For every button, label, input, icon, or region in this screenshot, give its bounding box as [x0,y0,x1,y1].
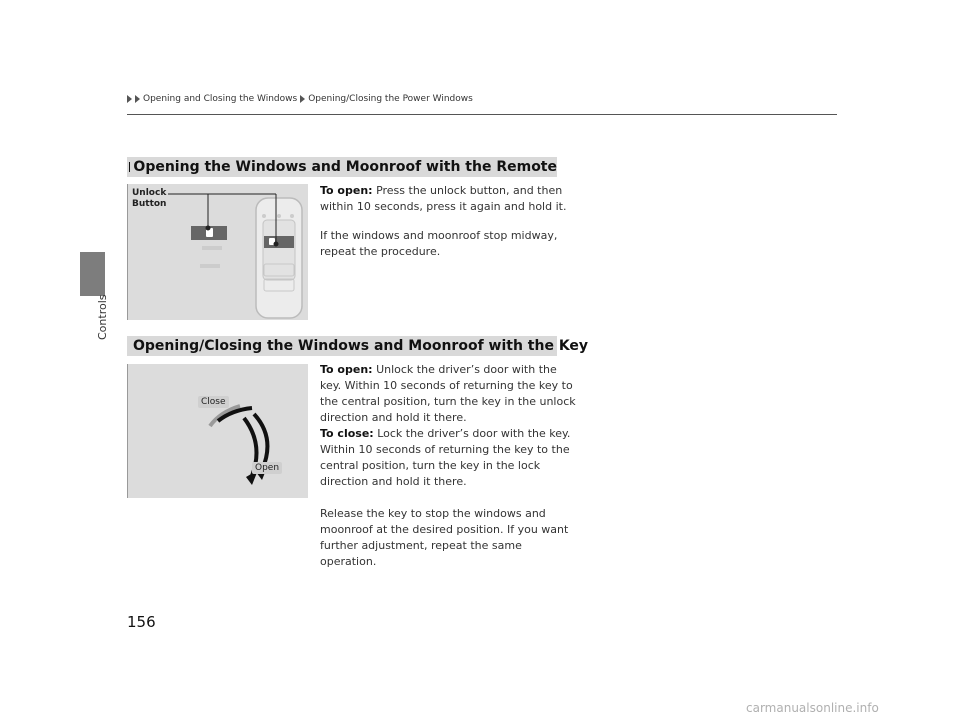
page-number: 156 [127,613,156,631]
key-rotation-illustration [128,364,308,498]
section-heading-key [127,336,589,356]
section-title: Opening/Closing the Windows and Moonroof with the Key [133,338,589,354]
breadcrumb-arrow-icon [127,95,132,103]
key-figure [127,364,308,498]
breadcrumb-arrow-icon [135,95,140,103]
remote-figure [127,184,308,320]
header-rule [127,114,837,115]
breadcrumb-item: Opening/Closing the Power Windows [308,94,473,104]
breadcrumb-item: Opening and Closing the Windows [143,94,298,104]
chapter-tab [80,252,105,296]
section-title: Opening the Windows and Moonroof with the Remote [133,159,557,175]
open-label: Open [252,462,282,474]
unlock-button-label: Unlock Button [132,188,167,209]
close-label: Close [198,396,229,408]
watermark: carmanualsonline.info [746,701,879,715]
chapter-label: Controls [96,294,109,340]
section-heading-remote [127,157,557,177]
breadcrumb-arrow-icon [300,95,305,103]
section1-text: To open: Press the unlock button, and then within 10 seconds, press it again and hold it. If the windows and moonroof stop midway, repeat the procedure. [320,184,567,258]
breadcrumb [127,94,473,104]
section2-text: To open: Unlock the driver’s door with the key. Within 10 seconds of returning the key to the central position, turn the key in the unlock direction and hold it there. To close: Lock the driver’s door with the key. Within 10 seconds of returning the key to the central position, turn the key in the lock direction and hold it there. Release the key to stop the windows and moonroof at the desired position. If you want further adjustment, repeat the same operation. [320,363,576,568]
